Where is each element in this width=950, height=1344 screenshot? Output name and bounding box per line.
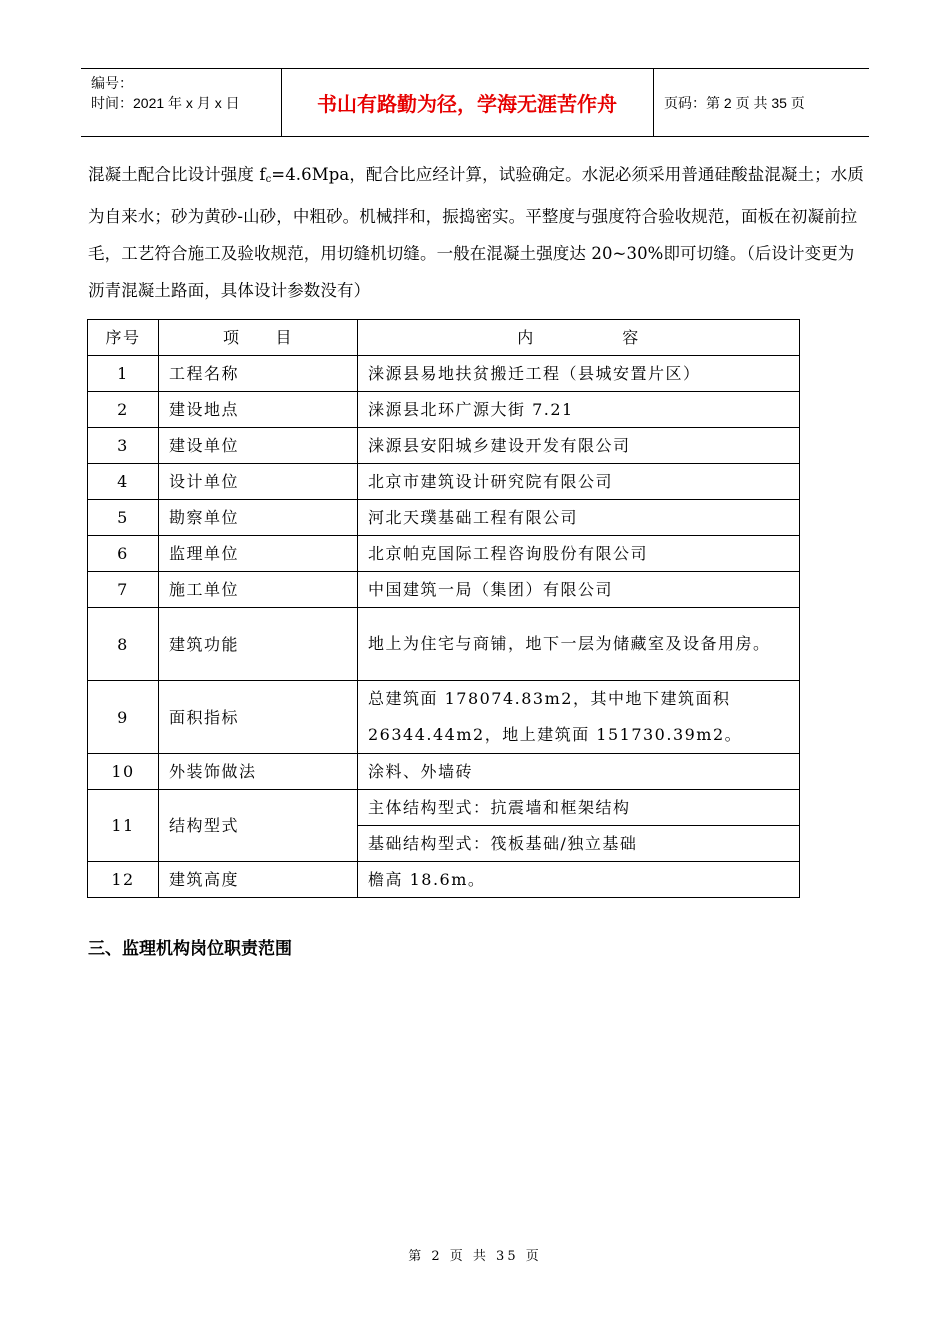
row-no: 4 [88,464,159,500]
row-item: 设计单位 [159,464,358,500]
row-item: 建设地点 [159,392,358,428]
row-no: 2 [88,392,159,428]
row-content: 地上为住宅与商铺，地下一层为储藏室及设备用房。 [358,608,800,681]
table-row [88,500,800,536]
row-no: 8 [88,608,159,681]
row-content: 主体结构型式：抗震墙和框架结构 [358,790,800,826]
row-item: 施工单位 [159,572,358,608]
number-label: 编号： [91,75,133,91]
table-header-row [88,320,800,356]
row-item: 监理单位 [159,536,358,572]
row-content: 檐高 18.6m。 [358,862,800,898]
project-info-table [87,319,800,898]
row-item: 建筑高度 [159,862,358,898]
row-content: 北京市建筑设计研究院有限公司 [358,464,800,500]
row-content: 总建筑面 178074.83m2，其中地下建筑面积 26344.44m2，地上建筑面 151730.39m2。 [358,681,800,754]
row-item: 结构型式 [159,790,358,862]
row-content: 中国建筑一局（集团）有限公司 [358,572,800,608]
row-no: 11 [88,790,159,862]
table-row [88,862,800,898]
intro-paragraph [88,156,868,309]
intro-subscript: c [265,174,272,185]
header-content: 内 容 [358,320,800,356]
row-content-secondary: 基础结构型式：筏板基础/独立基础 [358,826,800,862]
intro-text-1: 混凝土配合比设计强度 f [88,165,266,184]
page-footer [0,1245,950,1264]
row-no: 1 [88,356,159,392]
row-content: 河北天璞基础工程有限公司 [358,500,800,536]
row-item: 工程名称 [159,356,358,392]
row-no: 6 [88,536,159,572]
row-no: 10 [88,754,159,790]
document-header [81,68,869,137]
table-row [88,790,800,826]
row-content: 涞源县易地扶贫搬迁工程（县城安置片区） [358,356,800,392]
row-content: 北京帕克国际工程咨询股份有限公司 [358,536,800,572]
row-item: 建设单位 [159,428,358,464]
table-row [88,608,800,681]
header-meta [81,69,282,136]
intro-text-2: =4.6Mpa，配合比应经计算，试验确定。水泥必须采用普通硅酸盐混凝土；水质为自来水；砂为黄砂-山砂，中粗砂。机械拌和，振捣密实。平整度与强度符合验收规范，面板在初凝前拉毛，工艺符合施工及验收规范，用切缝机切缝。一般在混凝土强度达 20~30%即可切缝。（后设计变更为沥青混凝土路面，具体设计参数没有） [88,165,864,300]
row-content: 涞源县安阳城乡建设开发有限公司 [358,428,800,464]
row-item: 面积指标 [159,681,358,754]
table-row [88,536,800,572]
row-no: 3 [88,428,159,464]
time-label: 时间：2021 年 x 月 x 日 [91,95,240,111]
header-no: 序号 [88,320,159,356]
row-item: 外装饰做法 [159,754,358,790]
header-motto: 书山有路勤为径，学海无涯苦作舟 [281,69,654,136]
row-item: 建筑功能 [159,608,358,681]
header-page-info: 页码：第 2 页 共 35 页 [664,94,805,111]
table-row [88,572,800,608]
table-row [88,356,800,392]
row-no: 9 [88,681,159,754]
table-row [88,754,800,790]
row-no: 12 [88,862,159,898]
section-heading: 三、监理机构岗位职责范围 [88,939,292,959]
header-item: 项 目 [159,320,358,356]
footer-page-number: 第 2 页 共 35 页 [408,1249,542,1264]
row-content: 涞源县北环广源大街 7.21 [358,392,800,428]
table-row [88,464,800,500]
row-content: 涂料、外墙砖 [358,754,800,790]
table-row [88,392,800,428]
row-item: 勘察单位 [159,500,358,536]
table-row [88,428,800,464]
row-no: 5 [88,500,159,536]
table-row [88,681,800,754]
row-no: 7 [88,572,159,608]
